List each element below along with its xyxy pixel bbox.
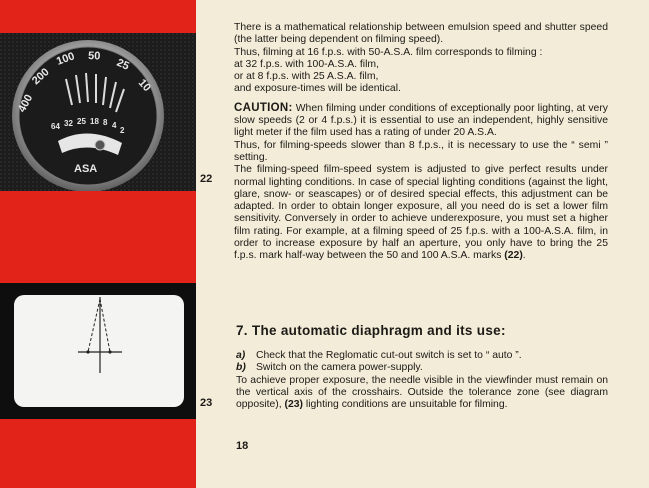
instruction-end: lighting conditions are unsuitable for filming. [303, 399, 508, 411]
example-line: at 32 f.p.s. with 100-A.S.A. film, [234, 58, 379, 70]
section-1-text [234, 22, 608, 263]
asa-dial-illustration [0, 33, 196, 191]
figure-reference-23: (23) [284, 399, 304, 411]
instruction-paragraph [236, 375, 608, 412]
step-b-letter: b) [236, 362, 246, 374]
dial-inner-label: 32 [64, 119, 73, 128]
dial-outer-label: 50 [87, 50, 101, 63]
step-b [236, 362, 608, 374]
dial-inner-label: 4 [112, 121, 117, 130]
dial-pivot [95, 140, 105, 150]
example-line: and exposure-times will be identical. [234, 83, 401, 95]
dial-inner-label: 18 [90, 117, 99, 126]
figure-reference-22: (22) [504, 250, 523, 262]
body-end: . [522, 250, 526, 262]
section-heading: 7. The automatic diaphragm and its use: [236, 323, 506, 338]
figure-number-22: 22 [200, 173, 213, 185]
intro-paragraph: There is a mathematical relationship between emulsion speed and shutter speed (the latter being dependent on filming speed). [234, 22, 608, 46]
dial-outer-label: 100 [54, 50, 77, 68]
section-2-text [236, 350, 608, 411]
figure-number-23: 23 [200, 397, 213, 409]
step-a-letter: a) [236, 350, 246, 361]
viewfinder-diagram-panel [0, 283, 196, 419]
example-line: or at 8 f.p.s. with 25 A.S.A. film, [234, 71, 379, 83]
instruction-text: To achieve proper exposure, the needle visible in the viewfinder must remain on the vertical axis of the crosshairs. Outside the tolerance zone (see diagram opposite), [236, 374, 608, 411]
caution-paragraph [234, 102, 608, 140]
page-number: 18 [236, 440, 249, 452]
dial-outer-label: 400 [16, 92, 36, 115]
caution-label: CAUTION: [234, 101, 293, 114]
viewfinder-frame [14, 295, 184, 407]
caution-text: When filming under conditions of exceptionally poor lighting, at very slow speeds (2 or 4 f.p.s.) it is essential to use an independent, highly sensitive light meter if the film used has a rating of under 20 A.S.A. [234, 102, 608, 139]
dial-inner-label: 25 [77, 117, 86, 126]
body-text: The filming-speed film-speed system is adjusted to give perfect results under normal lighting conditions. In case of special lighting conditions (against the light, glare, snow- or seascapes) or of desired special effects, this adjustment can be adapted. In order to obtain longer exposure, all you need do is set a lower film sensitivity. Conversely in order to achieve underexposure, you must set a higher film rating. For example, at a filming speed of 25 f.p.s. with a 100-A.S.A. film, in order to increase exposure by half an aperture, you only have to bring the 25 f.p.s. mark half-way between the 50 and 100 A.S.A. marks [234, 164, 608, 262]
dial-outer-label: 25 [114, 56, 131, 73]
step-b-text: Switch on the camera power-supply. [256, 362, 423, 374]
dial-inner-label: 8 [103, 118, 108, 127]
asa-dial-photo [0, 33, 196, 191]
dial-inner-label: 2 [120, 126, 125, 135]
step-a [236, 350, 608, 362]
step-a-text: Check that the Reglomatic cut-out switch is set to “ auto ”. [256, 350, 522, 361]
body-paragraph [234, 164, 608, 262]
dial-outer-label: 10 [135, 76, 153, 95]
tolerance-dot-left [86, 350, 89, 353]
dial-inner-label: 64 [51, 122, 60, 131]
semi-paragraph: Thus, for filming-speeds slower than 8 f.p.s., it is necessary to use the “ semi ” setting. [234, 139, 608, 163]
viewfinder-diagram [0, 283, 196, 419]
tolerance-dot-right [108, 350, 111, 353]
example-line: Thus, filming at 16 f.p.s. with 50-A.S.A. film corresponds to filming : [234, 46, 543, 58]
dial-outer-label: 200 [29, 66, 52, 88]
dial-unit-label: ASA [74, 163, 98, 175]
